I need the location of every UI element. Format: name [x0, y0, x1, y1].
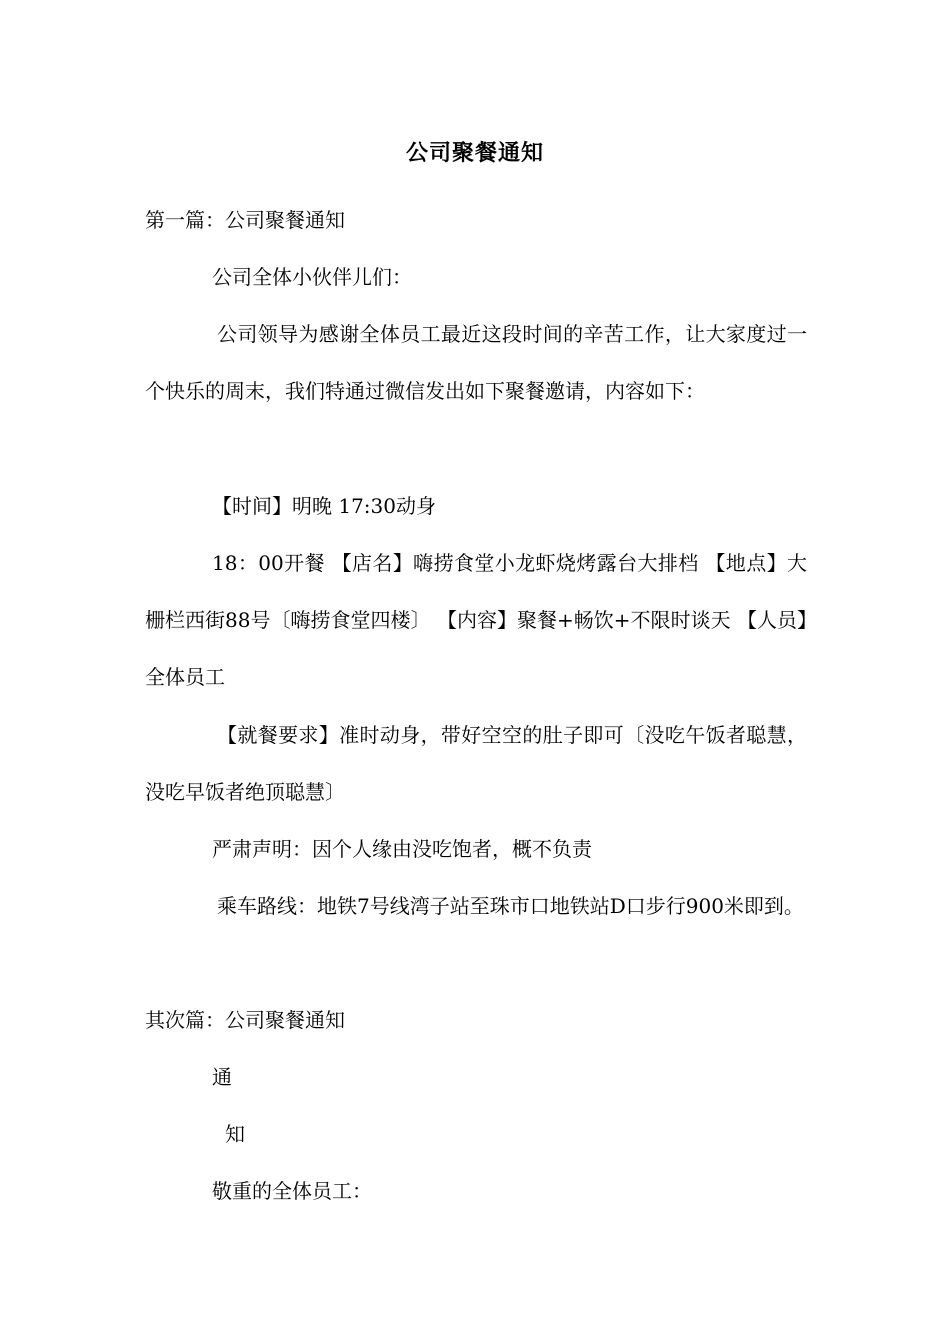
- section-heading-1: 第一篇：公司聚餐通知: [145, 208, 345, 232]
- time-paragraph: 【时间】明晚 17:30动身: [212, 494, 436, 518]
- greeting-paragraph: 公司全体小伙伴儿们：: [212, 265, 412, 289]
- section-heading-2: 其次篇：公司聚餐通知: [145, 1008, 345, 1032]
- route-paragraph: 乘车路线：地铁7号线湾子站至珠市口地铁站D口步行900米即到。: [217, 894, 804, 918]
- details-paragraph: 18：00开餐 【店名】嗨捞食堂小龙虾烧烤露台大排档 【地点】大栅栏西街88号〔嗨捞食堂四楼〕 【内容】聚餐+畅饮+不限时谈天 【人员】全体员工: [145, 551, 807, 689]
- requirements-paragraph: 【就餐要求】准时动身，带好空空的肚子即可〔没吃午饭者聪慧，没吃早饭者绝顶聪慧〕: [145, 723, 807, 804]
- salutation-paragraph: 敬重的全体员工：: [212, 1179, 372, 1203]
- invitation-paragraph: 公司领导为感谢全体员工最近这段时间的辛苦工作，让大家度过一个快乐的周末，我们特通过微信发出如下聚餐邀请，内容如下：: [145, 322, 807, 403]
- document-title: 公司聚餐通知: [405, 140, 544, 166]
- notice-char-1: 通: [212, 1065, 232, 1089]
- notice-char-2: 知: [225, 1122, 245, 1146]
- statement-paragraph: 严肃声明：因个人缘由没吃饱者，概不负责: [212, 837, 592, 861]
